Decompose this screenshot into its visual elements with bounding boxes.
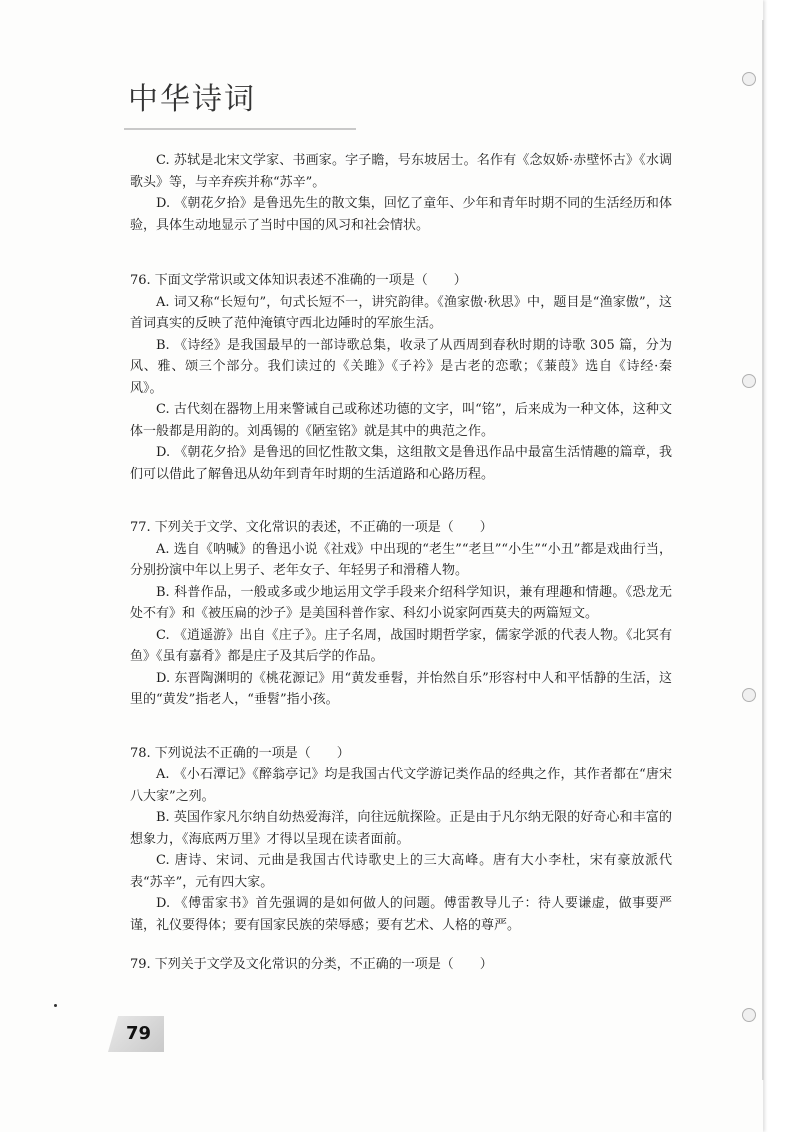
question-77-option-a: A. 选自《呐喊》的鲁迅小说《社戏》中出现的“老生”“老旦”“小生”“小丑”都是戏曲行当，分别扮演中年以上男子、老年女子、年轻男子和滑稽人物。 [130,541,672,578]
question-76-option-a: A. 词又称“长短句”，句式长短不一，讲究韵律。《渔家傲·秋思》中，题目是“渔家傲”，这首词真实的反映了范仲淹镇守西北边陲时的军旅生活。 [130,294,672,331]
question-77-option-d: D. 东晋陶渊明的《桃花源记》用“黄发垂髫，并怡然自乐”形容村中人和平恬静的生活，这里的“黄发”指老人，“垂髫”指小孩。 [130,670,672,707]
scan-speck [54,1004,57,1007]
binder-hole [742,72,756,86]
title-divider [124,128,356,130]
question-78-option-c: C. 唐诗、宋词、元曲是我国古代诗歌史上的三大高峰。唐有大小李杜，宋有豪放派代表“苏辛”，元有四大家。 [130,853,672,890]
question-78-option-a: A. 《小石潭记》《醉翁亭记》均是我国古代文学游记类作品的经典之作，其作者都在“唐宋八大家”之列。 [130,767,672,804]
question-78: 78. 下列说法不正确的一项是（ ） [130,745,350,761]
option-c-previous: C. 苏轼是北宋文学家、书画家。字子瞻，号东坡居士。名作有《念奴娇·赤壁怀古》《水调歌头》等，与辛弃疾并称“苏辛”。 [130,153,672,190]
binder-hole [742,688,756,702]
question-76: 76. 下面文学常识或文体知识表述不准确的一项是（ ） [130,273,467,288]
question-77: 77. 下列关于文学、文化常识的表述，不正确的一项是（ ） [130,520,493,535]
question-77-option-b: B. 科普作品，一般或多或少地运用文学手段来介绍科学知识，兼有理趣和情趣。《恐龙无处不有》和《被压扁的沙子》是美国科普作家、科幻小说家阿西莫夫的两篇短文。 [130,584,672,621]
page-right-edge [762,20,764,1080]
question-content [130,150,672,976]
page-number: 79 [126,1023,152,1044]
question-79: 79. 下列关于文学及文化常识的分类，不正确的一项是（ ） [130,957,493,972]
question-78-option-d: D. 《傅雷家书》首先强调的是如何做人的问题。傅雷教导儿子：待人要谦虚，做事要严谨，礼仪要得体；要有国家民族的荣辱感；要有艺术、人格的尊严。 [130,896,672,933]
question-76-option-c: C. 古代刻在器物上用来警诫自己或称述功德的文字，叫“铭”，后来成为一种文体，这种文体一般都是用韵的。刘禹锡的《陋室铭》就是其中的典范之作。 [130,402,672,439]
question-78-option-b: B. 英国作家凡尔纳自幼热爱海洋，向往远航探险。正是由于凡尔纳无限的好奇心和丰富的想象力，《海底两万里》才得以呈现在读者面前。 [130,810,672,847]
section-title: 中华诗词 [128,82,256,117]
question-76-option-d: D. 《朝花夕拾》是鲁迅的回忆性散文集，这组散文是鲁迅作品中最富生活情趣的篇章，我们可以借此了解鲁迅从幼年到青年时期的生活道路和心路历程。 [130,445,672,482]
page-number-tab [108,1016,168,1056]
binder-hole [742,1008,756,1022]
question-76-option-b: B. 《诗经》是我国最早的一部诗歌总集，收录了从西周到春秋时期的诗歌 305 篇，分为风、雅、颂三个部分。我们读过的《关雎》《子衿》是古老的恋歌；《蒹葭》选自《诗经·秦风》。 [130,337,672,396]
option-d-previous: D. 《朝花夕拾》是鲁迅先生的散文集，回忆了童年、少年和青年时期不同的生活经历和体验，具体生动地显示了当时中国的风习和社会情状。 [130,196,672,233]
question-77-option-c: C. 《逍遥游》出自《庄子》。庄子名周，战国时期哲学家，儒家学派的代表人物。《北冥有鱼》《虽有嘉肴》都是庄子及其后学的作品。 [130,627,672,664]
binder-hole [742,374,756,388]
